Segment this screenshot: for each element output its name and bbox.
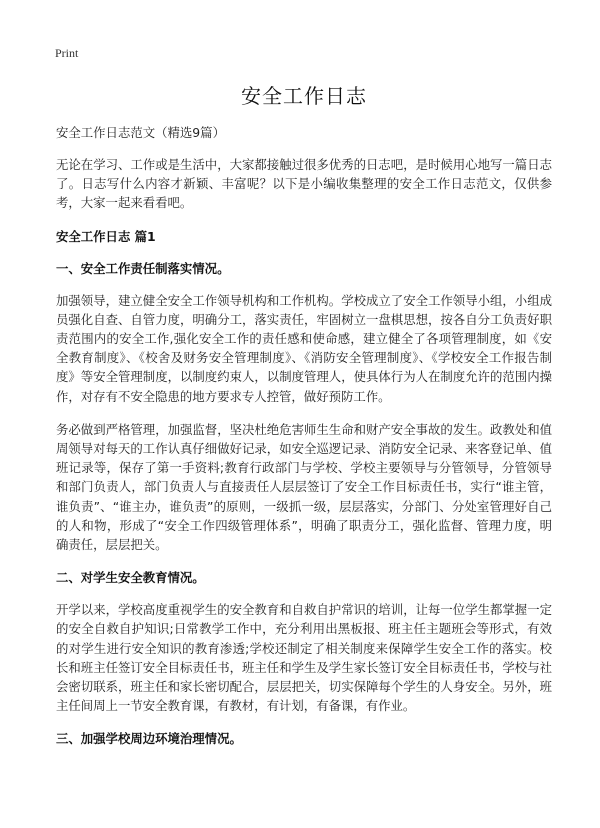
heading-responsibility: 一、安全工作责任制落实情况。 [56, 260, 230, 276]
page-title: 安全工作日志 [241, 84, 367, 108]
paragraph-supervision: 务必做到严格管理，加强监督，坚决杜绝危害师生生命和财产安全事故的发生。政教处和值周领导对每天的工作认真仔细做好记录，如安全巡逻记录、消防安全记录、来客登记单、值班记录等，保存了第一手资料;教育行政部门与学校、学校主要领导与分管领导，分管领导和部门负责人，部门负责人与直接责任人层层签订了安全工作目标责任书，实行“谁主管，谁负责”、“谁主办，谁负责”的原则，一级抓一级，层层落实，分部门、分处室管理好自己的人和物，形成了“安全工作四级管理体系”，明确了职责分工，强化监督、管理力度，明确责任，层层把关。 [56, 421, 552, 553]
heading-student-education: 二、对学生安全教育情况。 [56, 570, 205, 586]
document-subtitle: 安全工作日志范文（精选9篇） [56, 125, 225, 140]
document-body [56, 80, 552, 761]
section-title: 安全工作日志 篇1 [56, 228, 156, 244]
paragraph-student-education: 开学以来，学校高度重视学生的安全教育和自救自护常识的培训，让每一位学生都掌握一定的安全自救自护知识;日常教学工作中，充分利用出黑板报、班主任主题班会等形式，有效的对学生进行安全知识的教育渗透;学校还制定了相关制度来保障学生安全工作的落实。校长和班主任签订安全目标责任书，班主任和学生及学生家长签订安全目标责任书，学校与社会密切联系，班主任和家长密切配合，层层把关，切实保障每个学生的人身安全。另外，班主任间周上一节安全教育课，有教材，有计划，有备课，有作业。 [56, 602, 552, 714]
heading-environment: 三、加强学校周边环境治理情况。 [56, 731, 242, 747]
print-link[interactable]: Print [55, 46, 79, 60]
paragraph-leadership: 加强领导，建立健全安全工作领导机构和工作机构。学校成立了安全工作领导小组，小组成员强化自查、自管力度，明确分工，落实责任，牢固树立一盘棋思想，按各自分工负责好职责范围内的安全工作,强化安全工作的责任感和使命感，建立健全了各项管理制度，如《安全教育制度》、《校舍及财务安全管理制度》、《消防安全管理制度》、《学校安全工作报告制度》等安全管理制度，以制度约束人，以制度管理人，使具体行为人在制度允许的范围内操作，对存有不安全隐患的地方要求专人控管，做好预防工作。 [56, 292, 552, 404]
intro-paragraph: 无论在学习、工作或是生活中，大家都接触过很多优秀的日志吧，是时候用心地写一篇日志了。日志写什么内容才新颖、丰富呢？以下是小编收集整理的安全工作日志范文，仅供参考，大家一起来看看吧。 [56, 157, 552, 211]
